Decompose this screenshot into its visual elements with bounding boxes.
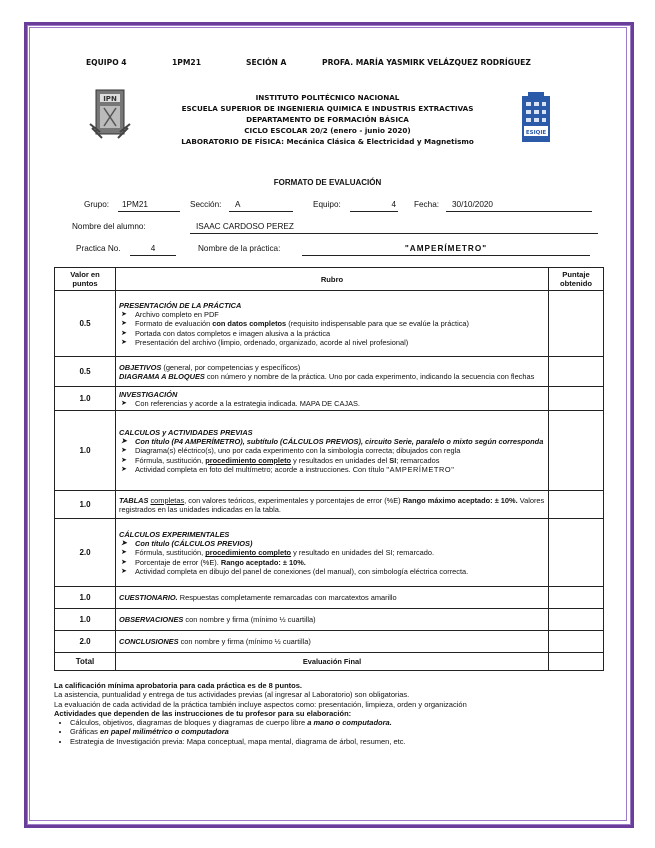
points-cell: 1.0 <box>55 587 116 609</box>
points-cell: 2.0 <box>55 519 116 587</box>
note-3: La evaluación de cada actividad de la práctica también incluye aspectos como: presentación, limpieza, orden y organización <box>54 699 467 709</box>
note-4: Actividades que dependen de las instrucciones de tu profesor para su elaboración: <box>54 708 352 718</box>
ipn-logo-text: IPN <box>103 95 117 103</box>
alumno-field[interactable]: ISAAC CARDOSO PEREZ <box>190 222 598 234</box>
seccion-field[interactable]: A <box>229 200 293 212</box>
rubric-cell <box>116 357 549 387</box>
header-puntaje: Puntaje obtenido <box>549 268 604 291</box>
text-span-bold: en papel milimétrico o computadora <box>100 727 229 737</box>
text-span: Porcentaje de error (%E). <box>135 557 221 567</box>
text-span: , con valores teóricos, experimentales y porcentajes de error (%E) <box>184 495 403 505</box>
text-span: con número y nombre de la práctica. Uno por cada experimento, indicando la secuencia con flechas <box>204 371 535 381</box>
total-text: Evaluación Final <box>116 653 549 671</box>
text-span-bold: Rango máximo aceptado: ± 10%. <box>402 495 518 505</box>
text-span: Gráficas <box>70 727 101 737</box>
equipo-field[interactable]: 4 <box>350 200 398 212</box>
fecha-label: Fecha: <box>414 200 440 209</box>
rubric-line <box>119 372 545 381</box>
table-row <box>55 609 604 631</box>
points-cell: 1.0 <box>55 609 116 631</box>
list-item <box>119 319 545 328</box>
rubric-list <box>119 437 545 474</box>
text-span-bold: SI <box>389 455 397 465</box>
equipo-label: Equipo: <box>313 200 341 209</box>
notes-section <box>54 681 604 746</box>
score-cell[interactable] <box>549 491 604 519</box>
text-span: con nombre y firma (mínimo ½ cuartilla) <box>183 615 316 625</box>
score-cell[interactable] <box>549 631 604 653</box>
rubric-cell <box>116 587 549 609</box>
group-label: 1PM21 <box>172 58 201 67</box>
list-item <box>119 465 545 474</box>
text-span: ; remarcados <box>396 455 440 465</box>
text-span: "AMPERÍMETRO" <box>386 464 455 474</box>
table-row <box>55 631 604 653</box>
score-cell[interactable] <box>549 519 604 587</box>
list-item: ➤ Con título (CÁLCULOS PREVIOS) <box>119 539 545 548</box>
points-cell: 2.0 <box>55 631 116 653</box>
text-span-bold: con datos completos <box>212 319 287 329</box>
list-item <box>119 456 545 465</box>
table-row <box>55 491 604 519</box>
nombre-practica-field[interactable]: "AMPERÍMETRO" <box>302 244 590 256</box>
text-span: Formato de evaluación <box>135 319 213 329</box>
rubric-list <box>119 310 545 347</box>
note-1: La calificación mínima aprobatoria para cada práctica es de 8 puntos. <box>54 681 303 690</box>
rubric-title: OBJETIVOS <box>119 362 162 372</box>
header-rubro: Rubro <box>116 268 549 291</box>
text-span: Cálculos, objetivos, diagramas de bloques y diagramas de cuerpo libre <box>70 718 308 728</box>
rubric-cell <box>116 631 549 653</box>
total-label: Total <box>55 653 116 671</box>
score-cell[interactable] <box>549 411 604 491</box>
form-title: FORMATO DE EVALUACIÓN <box>273 178 382 187</box>
total-row <box>55 653 604 671</box>
rubric-cell <box>116 291 549 357</box>
points-cell: 0.5 <box>55 291 116 357</box>
rubric-list <box>119 399 545 408</box>
header-valor: Valor en puntos <box>55 268 116 291</box>
rubric-title: INVESTIGACIÓN <box>119 389 178 399</box>
rubric-table <box>54 267 604 671</box>
text-span: y resultado en unidades del SI; remarcado. <box>291 548 435 558</box>
score-cell[interactable] <box>549 609 604 631</box>
header-line-4: CICLO ESCOLAR 20/2 (enero - junio 2020) <box>244 126 411 135</box>
rubric-list <box>119 539 545 576</box>
esiqie-logo-text: ESIQIE <box>525 130 547 136</box>
header-line-3: DEPARTAMENTO DE FORMACIÓN BÁSICA <box>246 115 409 124</box>
list-item: • Estrategia de Investigación previa: Mapa conceptual, mapa mental, diagrama de árbol, resumen, etc. <box>70 737 604 746</box>
header-line-5: LABORATORIO DE FÍSICA: Mecánica Clásica & Electricidad y Magnetismo <box>181 137 474 146</box>
alumno-label: Nombre del alumno: <box>72 222 146 231</box>
score-cell[interactable] <box>549 387 604 411</box>
text-span: (general, por competencias y específicos) <box>161 362 301 372</box>
text-span: Respuestas completamente remarcadas con marcatextos amarillo <box>177 593 397 603</box>
nombre-practica-label: Nombre de la práctica: <box>198 244 281 253</box>
points-cell: 1.0 <box>55 411 116 491</box>
list-item: ➤ Portada con datos completos e imagen alusiva a la práctica <box>119 329 545 338</box>
text-span: Actividad completa en foto del multímetro; acorde a instrucciones. Con título <box>135 464 387 474</box>
seccion-label: Sección: <box>190 200 222 209</box>
rubric-cell <box>116 519 549 587</box>
points-cell: 1.0 <box>55 491 116 519</box>
rubric-title: PRESENTACIÓN DE LA PRÁCTICA <box>119 300 242 310</box>
text-span: Fórmula, sustitución, <box>135 548 206 558</box>
list-item <box>70 718 604 727</box>
header-line-1: INSTITUTO POLITÉCNICO NACIONAL <box>255 93 400 102</box>
practica-label: Practica No. <box>76 244 121 253</box>
rubric-title: CONCLUSIONES <box>119 637 179 647</box>
esiqie-logo <box>516 90 556 150</box>
list-item <box>70 727 604 736</box>
list-item: ➤ Con referencias y acorde a la estrategia indicada. MAPA DE CAJAS. <box>119 399 545 408</box>
rubric-title: CUESTIONARIO. <box>119 593 178 603</box>
text-span-bold: procedimiento completo <box>205 455 292 465</box>
rubric-cell <box>116 491 549 519</box>
rubric-title: DIAGRAMA A BLOQUES <box>119 371 205 381</box>
rubric-title: OBSERVACIONES <box>119 615 184 625</box>
list-item: ➤ Con título (P4 AMPERÍMETRO), subtítulo (CÁLCULOS PREVIOS), circuito Serie, paralelo o mixto según corresponda <box>119 437 545 446</box>
text-span: (requisito indispensable para que se evalúe la práctica) <box>286 319 469 329</box>
score-cell[interactable] <box>549 357 604 387</box>
text-span-bold: Rango aceptado: ± 10%. <box>220 557 306 567</box>
table-row <box>55 411 604 491</box>
text-span: con nombre y firma (mínimo ½ cuartilla) <box>178 637 311 647</box>
practica-field[interactable]: 4 <box>130 244 176 256</box>
grupo-field[interactable]: 1PM21 <box>118 200 180 212</box>
table-row <box>55 357 604 387</box>
table-row <box>55 291 604 357</box>
list-item <box>119 548 545 557</box>
team-label: EQUIPO 4 <box>86 58 127 67</box>
rubric-title: CÁLCULOS EXPERIMENTALES <box>119 529 230 539</box>
table-row <box>55 519 604 587</box>
rubric-cell <box>116 609 549 631</box>
table-header-row <box>55 268 604 291</box>
points-cell: 0.5 <box>55 357 116 387</box>
institution-header <box>0 92 655 147</box>
table-row <box>55 387 604 411</box>
text-span: completas <box>150 495 185 505</box>
text-span-bold: a mano o computadora. <box>307 718 392 728</box>
table-row <box>55 587 604 609</box>
section-label: SECIÓN A <box>246 58 287 67</box>
total-score-cell[interactable] <box>549 653 604 671</box>
list-item: ➤ Diagrama(s) eléctrico(s), uno por cada experimento con la simbología correcta; dibujados con regla <box>119 446 545 455</box>
fecha-field[interactable]: 30/10/2020 <box>446 200 592 212</box>
rubric-cell <box>116 387 549 411</box>
score-cell[interactable] <box>549 587 604 609</box>
grupo-label: Grupo: <box>84 200 110 209</box>
points-cell: 1.0 <box>55 387 116 411</box>
rubric-line <box>119 363 545 372</box>
notes-list <box>54 718 604 746</box>
score-cell[interactable] <box>549 291 604 357</box>
rubric-title: TABLAS <box>119 495 149 505</box>
note-2: La asistencia, puntualidad y entrega de tus actividades previas (al ingresar al Laboratorio) son obligatorias. <box>54 690 410 700</box>
rubric-cell <box>116 411 549 491</box>
text-span-bold: procedimiento completo <box>205 548 292 558</box>
list-item: ➤ Presentación del archivo (limpio, ordenado, organizado, acorde al nivel profesional) <box>119 338 545 347</box>
text-span: Fórmula, sustitución, <box>135 455 206 465</box>
list-item: ➤ Archivo completo en PDF <box>119 310 545 319</box>
list-item: ➤ Actividad completa en dibujo del panel de conexiones (del manual), con simbología eléctrica correcta. <box>119 567 545 576</box>
text-span: y resultados en unidades del <box>291 455 390 465</box>
text-span: Valores registrados en las unidades indicadas en la tabla. <box>119 495 545 514</box>
list-item <box>119 558 545 567</box>
rubric-title: CALCULOS y ACTIVIDADES PREVIAS <box>119 427 253 437</box>
professor-label: PROFA. MARÍA YASMIRK VELÁZQUEZ RODRÍGUEZ <box>322 58 531 67</box>
header-line-2: ESCUELA SUPERIOR DE INGENIERIA QUIMICA E INDUSTRIS EXTRACTIVAS <box>181 104 474 113</box>
